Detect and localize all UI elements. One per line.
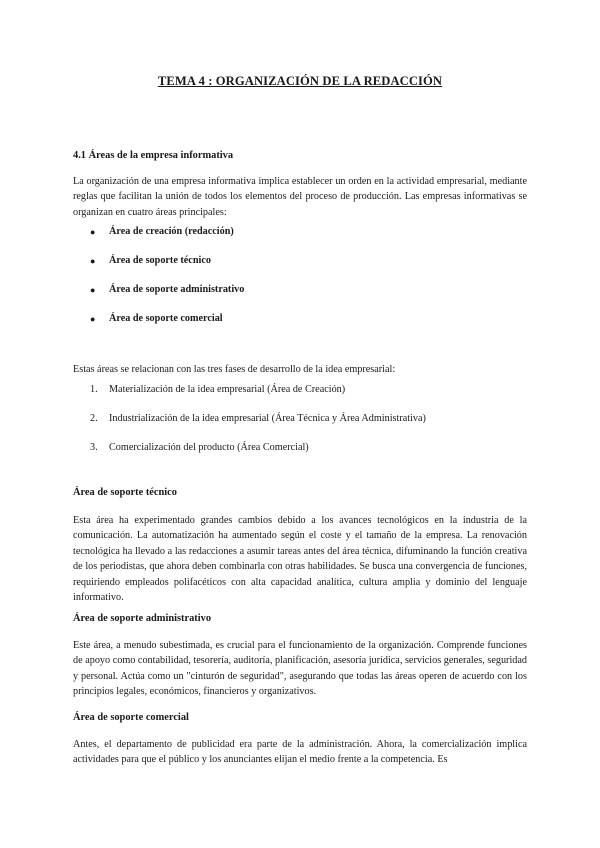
bullet-icon: ●: [90, 285, 96, 295]
bullet-icon: ●: [90, 227, 96, 237]
area-label: Área de soporte administrativo: [109, 284, 245, 295]
section-heading-4-1: 4.1 Áreas de la empresa informativa: [73, 150, 234, 161]
phase-text: Materialización de la idea empresarial (Área de Creación): [109, 384, 346, 395]
soporte-tecnico-paragraph: Esta área ha experimentado grandes cambios debido a los avances tecnológicos en la industria de la comunicación. La automatización ha aumentado según el coste y el tamaño de la empresa. La renovación tecnológica ha llevado a las redacciones a asumir tareas antes del área técnica, difuminando la función creativa de los periodistas, que ahora deben combinarla con otras habilidades. Se busca una convergencia de funciones, requiriendo empleados polifacéticos con alta capacidad analítica, cultura amplia y dominio del lenguaje informativo.: [73, 515, 527, 604]
page-title: TEMA 4 : ORGANIZACIÓN DE LA REDACCIÓN: [157, 74, 443, 88]
area-label: Área de soporte comercial: [109, 313, 223, 324]
section-heading-soporte-tecnico: Área de soporte técnico: [73, 487, 177, 498]
area-label: Área de creación (redacción): [109, 226, 234, 237]
soporte-comercial-paragraph: Antes, el departamento de publicidad era parte de la administración. Ahora, la comercialización implica actividades para que el público y los anunciantes elijan el medio frente a la competencia. Es: [73, 739, 527, 766]
list-number: 2.: [90, 413, 98, 424]
section-heading-soporte-comercial: Área de soporte comercial: [73, 712, 189, 723]
list-item: [90, 255, 244, 284]
list-number: 1.: [90, 384, 98, 395]
list-item: [90, 384, 426, 413]
section-heading-soporte-administrativo: Área de soporte administrativo: [73, 613, 212, 624]
phase-text: Industrialización de la idea empresarial (Área Técnica y Área Administrativa): [109, 413, 426, 424]
phase-text: Comercialización del producto (Área Comercial): [109, 442, 309, 453]
soporte-administrativo-paragraph: Este área, a menudo subestimada, es crucial para el funcionamiento de la organización. Comprende funciones de apoyo como contabilidad, tesorería, auditoría, planificación, asesoría jurídica, servicios generales, seguridad y personal. Actúa como un "cinturón de seguridad", asegurando que todas las áreas operen de acuerdo con los principios legales, económicos, financieros y organizativos.: [73, 640, 527, 698]
areas-bullet-list: [90, 226, 244, 342]
list-item: [90, 284, 244, 313]
bullet-icon: ●: [90, 256, 96, 266]
list-item: [90, 313, 244, 342]
area-label: Área de soporte técnico: [109, 255, 211, 266]
phases-numbered-list: [90, 384, 426, 471]
intro-paragraph: La organización de una empresa informativa implica establecer un orden en la actividad empresarial, mediante reglas que facilitan la unión de todos los elementos del proceso de producción. Las empresas informativas se organizan en cuatro áreas principales:: [73, 176, 527, 218]
list-item: [90, 442, 426, 471]
list-number: 3.: [90, 442, 98, 453]
phases-intro-paragraph: Estas áreas se relacionan con las tres fases de desarrollo de la idea empresarial:: [73, 364, 396, 375]
bullet-icon: ●: [90, 314, 96, 324]
list-item: [90, 413, 426, 442]
list-item: [90, 226, 244, 255]
